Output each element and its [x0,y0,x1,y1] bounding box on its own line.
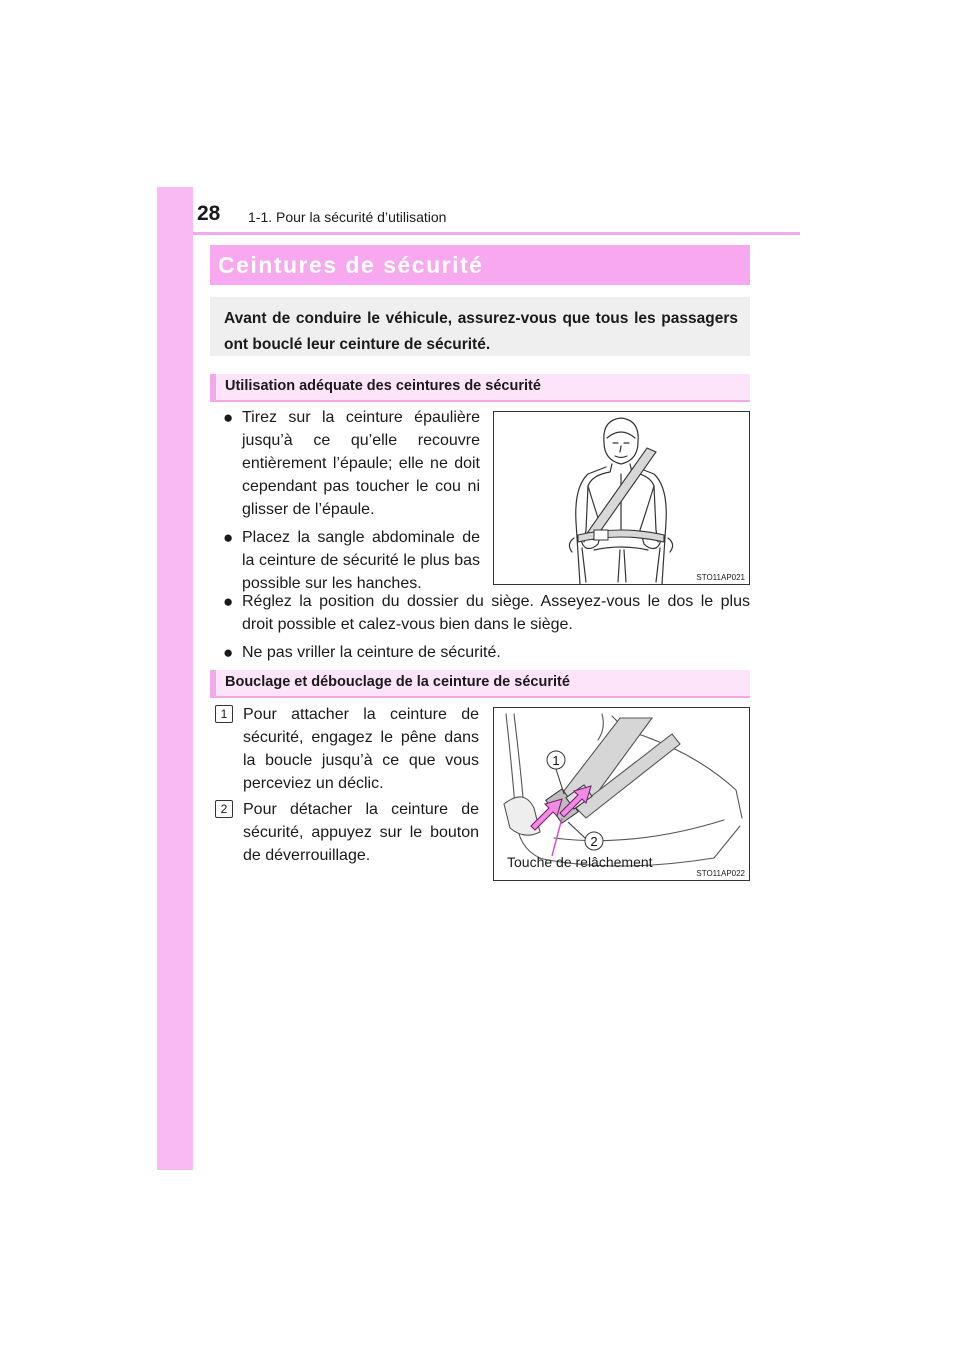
intro-text: Avant de conduire le véhicule, assurez-vous que tous les passagers ont bouclé leur ceinture de sécurité. [224,310,738,353]
bullet-list-full [223,590,750,669]
section-heading-usage-text: Utilisation adéquate des ceintures de sécurité [225,378,541,394]
step-item [215,703,479,795]
figure-seated-person [493,411,750,585]
step-list [215,703,479,870]
list-item-text: Tirez sur la ceinture épaulière jusqu’à ce qu’elle recouvre entièrement l’épaule; elle ne doit cependant pas toucher le cou ni glisser de l’épaule. [242,409,480,518]
section-path: 1-1. Pour la sécurité d’utilisation [248,209,447,225]
list-item [223,590,750,636]
callout-1-label: 1 [552,753,560,768]
bullet-icon: ● [223,528,234,547]
figure-code: STO11AP021 [696,573,745,582]
bullet-list-wrapped [223,406,480,600]
figure-code: STO11AP022 [696,869,745,878]
page-number: 28 [197,202,221,225]
step-number: 1 [215,705,233,723]
list-item-text: Ne pas vriller la ceinture de sécurité. [242,644,501,661]
step-text: Pour attacher la ceinture de sécurité, engagez le pêne dans la boucle jusqu’à ce que vous perceviez un déclic. [243,706,479,792]
list-item-text: Réglez la position du dossier du siège. Asseyez-vous le dos le plus droit possible et calez-vous bien dans le siège. [242,593,750,633]
step-text: Pour détacher la ceinture de sécurité, appuyez sur le bouton de déverrouillage. [243,801,479,864]
list-item [223,526,480,595]
callout-2-label: 2 [590,834,598,849]
header-rule [193,232,800,235]
seated-person-illustration [494,412,749,584]
section-heading-buckle-text: Bouclage et débouclage de la ceinture de sécurité [225,674,570,690]
title-band [210,245,750,285]
bullet-icon: ● [223,643,234,662]
list-item [223,406,480,521]
page-title: Ceintures de sécurité [218,252,484,278]
figure-label-release-button: Touche de relâchement [507,854,653,870]
section-heading-buckle [210,670,750,698]
step-item [215,798,479,867]
intro-box [210,297,750,356]
list-item [223,641,750,664]
section-heading-usage [210,374,750,402]
figure-buckle [493,707,750,881]
side-tab-strip [157,187,193,1170]
step-number: 2 [215,800,233,818]
bullet-icon: ● [223,408,234,427]
list-item-text: Placez la sangle abdominale de la ceinture de sécurité le plus bas possible sur les hanches. [242,529,480,592]
bullet-icon: ● [223,592,234,611]
